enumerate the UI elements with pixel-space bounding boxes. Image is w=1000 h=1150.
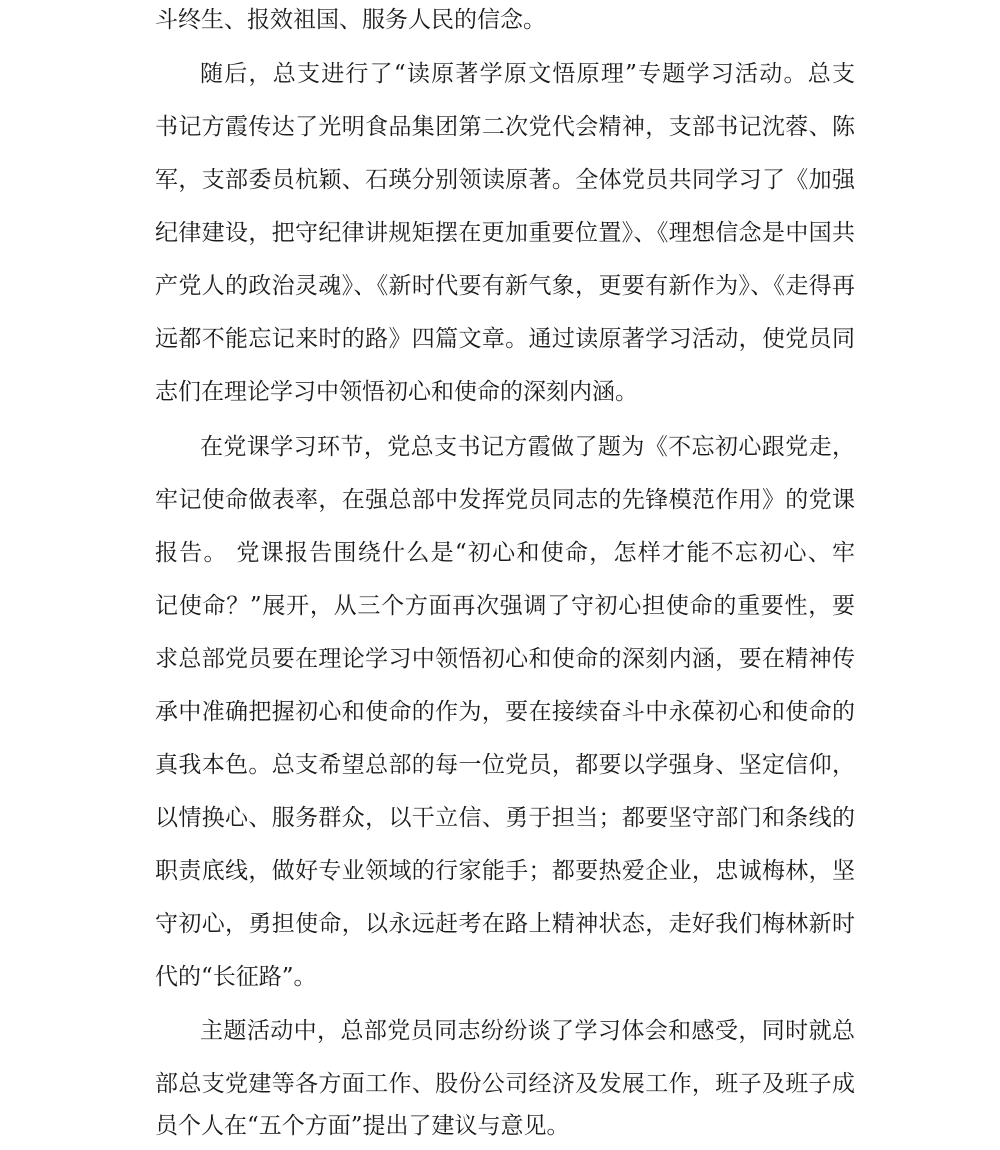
text-line: 随后，总支进行了“读原著学原文悟原理”专题学习活动。总支 xyxy=(200,61,855,87)
text-line: 书记方霞传达了光明食品集团第二次党代会精神，支部书记沈蓉、陈 xyxy=(155,114,855,140)
text-line: 员个人在“五个方面”提出了建议与意见。 xyxy=(155,1113,570,1139)
text-line: 远都不能忘记来时的路》四篇文章。通过读原著学习活动，使党员同 xyxy=(155,326,855,352)
text-line: 主题活动中，总部党员同志纷纷谈了学习体会和感受，同时就总 xyxy=(200,1018,855,1044)
text-line: 斗终生、报效祖国、服务人民的信念。 xyxy=(155,7,546,33)
text-line: 职责底线，做好专业领域的行家能手；都要热爱企业，忠诚梅林，坚 xyxy=(155,858,855,884)
text-line: 真我本色。总支希望总部的每一位党员，都要以学强身、坚定信仰， xyxy=(155,752,855,778)
text-line: 承中准确把握初心和使命的作为，要在接续奋斗中永葆初心和使命的 xyxy=(155,699,855,725)
text-line: 守初心，勇担使命，以永远赶考在路上精神状态，走好我们梅林新时 xyxy=(155,911,855,937)
text-line: 报告。 党课报告围绕什么是“初心和使命，怎样才能不忘初心、牢 xyxy=(155,540,855,566)
text-line: 记使命？”展开，从三个方面再次强调了守初心担使命的重要性，要 xyxy=(155,593,855,619)
text-line: 纪律建设，把守纪律讲规矩摆在更加重要位置》、《理想信念是中国共 xyxy=(155,220,855,246)
text-line: 产党人的政治灵魂》、《新时代要有新气象，更要有新作为》、《走得再 xyxy=(155,273,855,299)
text-line: 牢记使命做表率，在强总部中发挥党员同志的先锋模范作用》的党课 xyxy=(155,487,855,513)
text-line: 以情换心、服务群众，以干立信、勇于担当；都要坚守部门和条线的 xyxy=(155,805,855,831)
text-line: 在党课学习环节，党总支书记方霞做了题为《不忘初心跟党走， xyxy=(200,434,855,460)
text-line: 求总部党员要在理论学习中领悟初心和使命的深刻内涵，要在精神传 xyxy=(155,646,855,672)
text-line: 军，支部委员杭颖、石瑛分别领读原著。全体党员共同学习了《加强 xyxy=(155,167,855,193)
text-line: 志们在理论学习中领悟初心和使命的深刻内涵。 xyxy=(155,379,638,405)
text-line: 代的“长征路”。 xyxy=(155,964,317,990)
text-line: 部总支党建等各方面工作、股份公司经济及发展工作，班子及班子成 xyxy=(155,1071,855,1097)
